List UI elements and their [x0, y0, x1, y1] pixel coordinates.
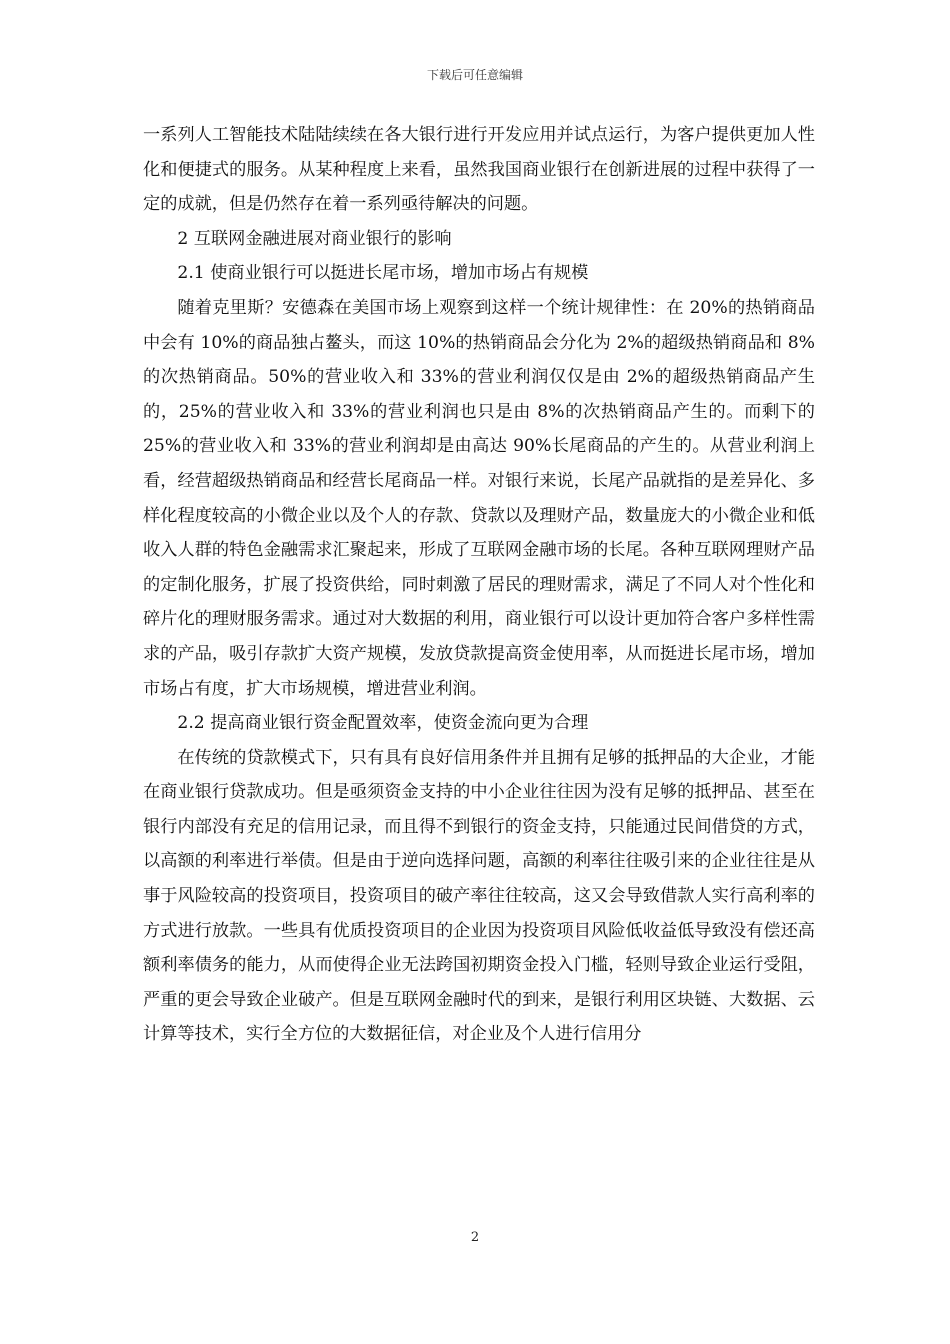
- page-content: [143, 118, 815, 1052]
- paragraph-loan-model: 在传统的贷款模式下，只有具有良好信用条件并且拥有足够的抵押品的大企业，才能在商业银行贷款成功。但是亟须资金支持的中小企业往往因为没有足够的抵押品、甚至在银行内部没有充足的信用记录，而且得不到银行的资金支持，只能通过民间借贷的方式，以高额的利率进行举债。但是由于逆向选择问题，高额的利率往往吸引来的企业往往是从事于风险较高的投资项目，投资项目的破产率往往较高，这又会导致借款人实行高利率的方式进行放款。一些具有优质投资项目的企业因为投资项目风险低收益低导致没有偿还高额利率债务的能力，从而使得企业无法跨国初期资金投入门槛，轻则导致企业运行受阻，严重的更会导致企业破产。但是互联网金融时代的到来，是银行利用区块链、大数据、云计算等技术，实行全方位的大数据征信，对企业及个人进行信用分: [143, 747, 815, 1045]
- subsection-heading-2-2: 2.2 提高商业银行资金配置效率，使资金流向更为合理: [177, 713, 589, 734]
- paragraph-long-tail: 随着克里斯？安德森在美国市场上观察到这样一个统计规律性：在 20%的热销商品中会有 10%的商品独占鳌头，而这 10%的热销商品会分化为 2%的超级热销商品和 8%的次热销商品。50%的营业收入和 33%的营业利润仅仅是由 2%的超级热销商品产生的，25%的营业收入和 33%的营业利润也只是由 8%的次热销商品产生的。而剩下的 25%的营业收入和 33%的营业利润却是由高达 90%长尾商品的产生的。从营业利润上看，经营超级热销商品和经营长尾商品一样。对银行来说，长尾产品就指的是差异化、多样化程度较高的小微企业以及个人的存款、贷款以及理财产品，数量庞大的小微企业和低收入人群的特色金融需求汇聚起来，形成了互联网金融市场的长尾。各种互联网理财产品的定制化服务，扩展了投资供给，同时刺激了居民的理财需求，满足了不同人对个性化和碎片化的理财服务需求。通过对大数据的利用，商业银行可以设计更加符合客户多样性需求的产品，吸引存款扩大资产规模，发放贷款提高资金使用率，从而挺进长尾市场，增加市场占有度，扩大市场规模，增进营业利润。: [143, 297, 815, 699]
- page-header: 下载后可任意编辑: [426, 68, 523, 82]
- paragraph-continuation: 一系列人工智能技术陆陆续续在各大银行进行开发应用并试点运行，为客户提供更加人性化和便捷式的服务。从某种程度上来看，虽然我国商业银行在创新进展的过程中获得了一定的成就，但是仍然存在着一系列亟待解决的问题。: [143, 125, 815, 215]
- subsection-heading-2-1: 2.1 使商业银行可以挺进长尾市场，增加市场占有规模: [177, 263, 589, 284]
- page-number: 2: [470, 1230, 480, 1245]
- section-heading-2: 2 互联网金融进展对商业银行的影响: [177, 228, 452, 249]
